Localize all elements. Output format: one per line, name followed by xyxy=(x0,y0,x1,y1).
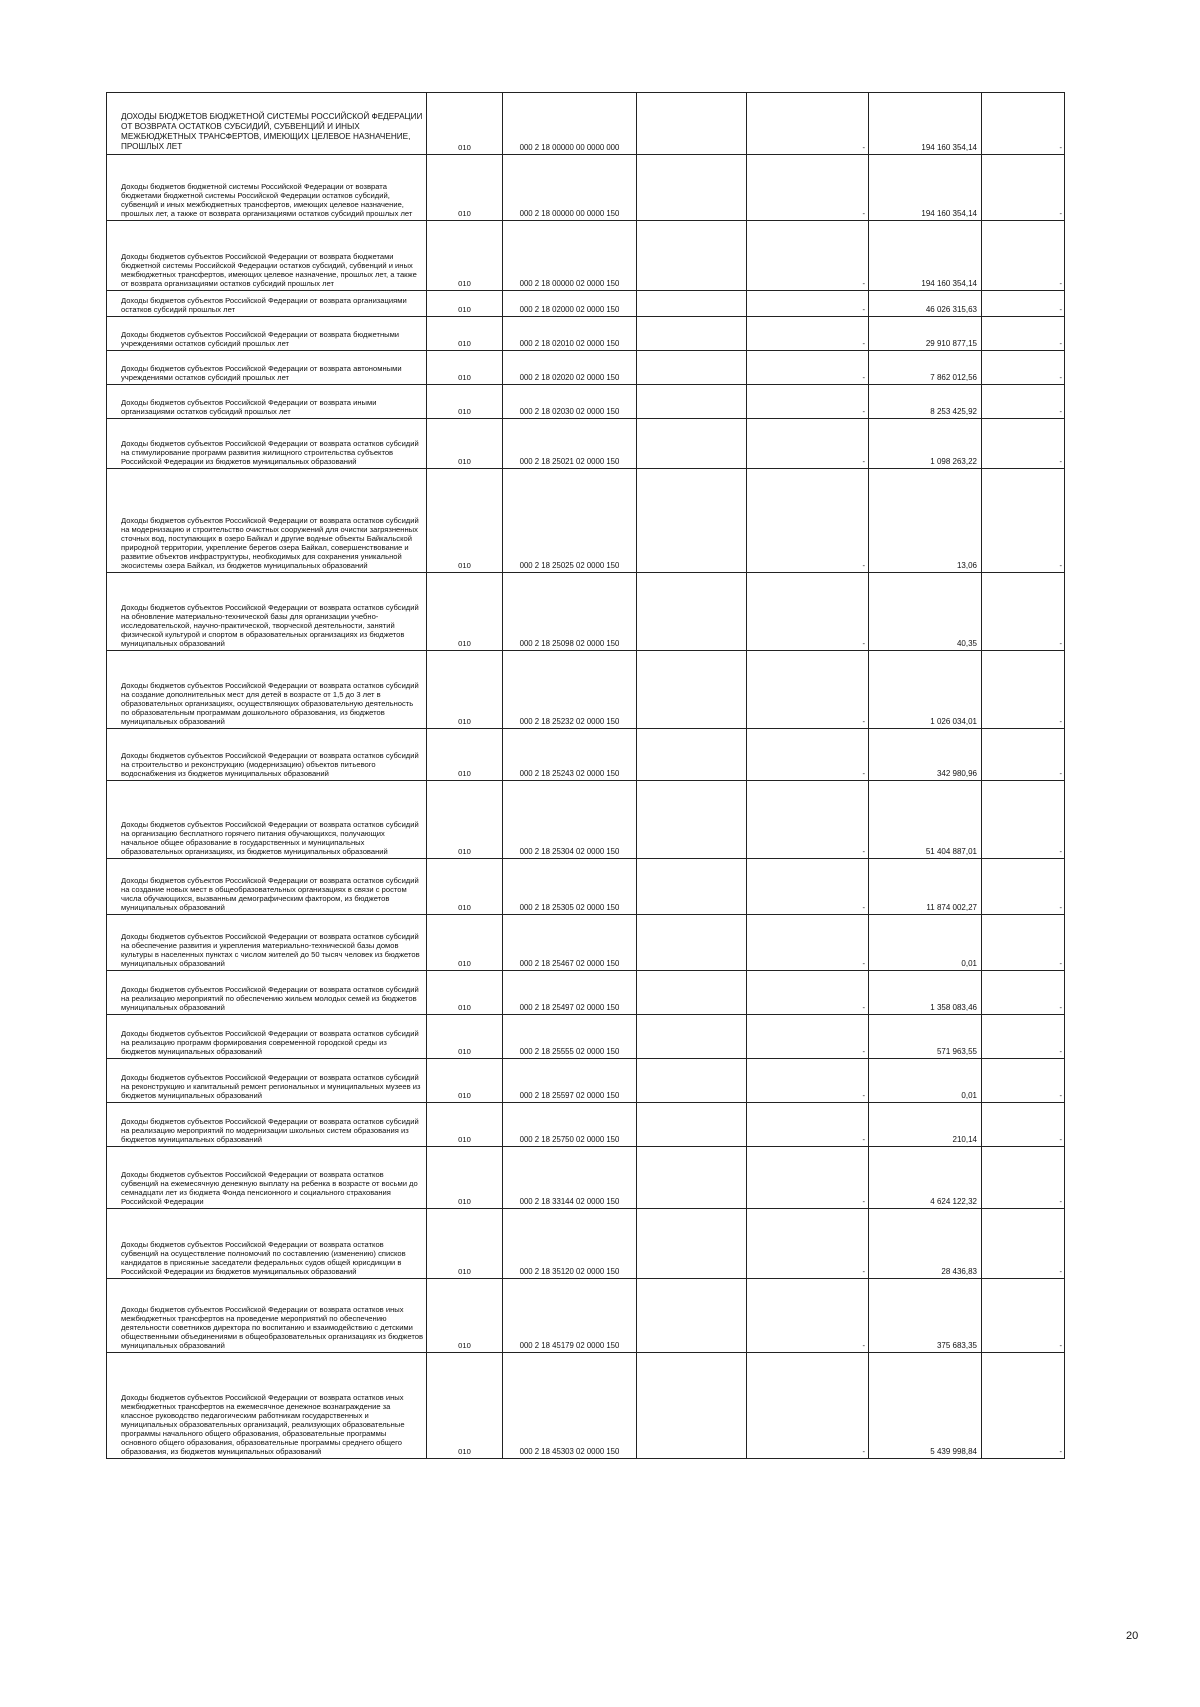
row-name: Доходы бюджетов субъектов Российской Федерации от возврата остатков субвенций на ежемесячную денежную выплату на ребенка в возрасте от восьми до семнадцати лет из бюджета Фонда пенсионного и социального страхования Российской Федерации xyxy=(107,1147,427,1209)
table-row xyxy=(107,1015,1065,1059)
row-dash: - xyxy=(747,729,869,781)
row-amount: 51 404 887,01 xyxy=(869,781,982,859)
row-amount: 1 358 083,46 xyxy=(869,971,982,1015)
row-budget-code: 000 2 18 25497 02 0000 150 xyxy=(503,971,637,1015)
row-budget-code: 000 2 18 25597 02 0000 150 xyxy=(503,1059,637,1103)
row-dash: - xyxy=(747,317,869,351)
row-name: Доходы бюджетов субъектов Российской Федерации от возврата организациями остатков субсидий прошлых лет xyxy=(107,291,427,317)
row-last-dash: - xyxy=(982,1103,1065,1147)
row-amount: 375 683,35 xyxy=(869,1279,982,1353)
row-last-dash: - xyxy=(982,1015,1065,1059)
row-budget-code: 000 2 18 35120 02 0000 150 xyxy=(503,1209,637,1279)
revenue-table xyxy=(106,92,1065,1459)
row-name: Доходы бюджетов субъектов Российской Федерации от возврата остатков субсидий на создание дополнительных мест для детей в возрасте от 1,5 до 3 лет в образовательных организациях, осуществляющих образовательную деятельность по образовательным программам дошкольного образования, из бюджетов муниципальных образований xyxy=(107,651,427,729)
table-body xyxy=(107,93,1065,1459)
row-line-code: 010 xyxy=(427,1059,503,1103)
row-empty-cell xyxy=(637,651,747,729)
row-dash: - xyxy=(747,351,869,385)
row-name: Доходы бюджетов субъектов Российской Федерации от возврата остатков субсидий на организацию бесплатного горячего питания обучающихся, получающих начальное общее образование в государственных и муниципальных образовательных организациях, из бюджетов муниципальных образований xyxy=(107,781,427,859)
row-amount: 194 160 354,14 xyxy=(869,155,982,221)
row-empty-cell xyxy=(637,385,747,419)
table-row xyxy=(107,859,1065,915)
row-empty-cell xyxy=(637,469,747,573)
table-row xyxy=(107,419,1065,469)
row-last-dash: - xyxy=(982,93,1065,155)
row-name: Доходы бюджетов субъектов Российской Федерации от возврата остатков субсидий на обновление материально-технической базы для организации учебно-исследовательской, научно-практической, творческой деятельности, занятий физической культурой и спортом в образовательных организациях из бюджетов муниципальных образований xyxy=(107,573,427,651)
row-empty-cell xyxy=(637,573,747,651)
row-amount: 210,14 xyxy=(869,1103,982,1147)
row-empty-cell xyxy=(637,971,747,1015)
row-name: Доходы бюджетов субъектов Российской Федерации от возврата остатков субсидий на строительство и реконструкцию (модернизацию) объектов питьевого водоснабжения из бюджетов муниципальных образований xyxy=(107,729,427,781)
row-dash: - xyxy=(747,1279,869,1353)
row-last-dash: - xyxy=(982,221,1065,291)
row-amount: 29 910 877,15 xyxy=(869,317,982,351)
row-dash: - xyxy=(747,1059,869,1103)
row-last-dash: - xyxy=(982,351,1065,385)
row-empty-cell xyxy=(637,317,747,351)
row-dash: - xyxy=(747,469,869,573)
row-budget-code: 000 2 18 45179 02 0000 150 xyxy=(503,1279,637,1353)
row-name: Доходы бюджетов субъектов Российской Федерации от возврата бюджетными учреждениями остатков субсидий прошлых лет xyxy=(107,317,427,351)
table-row xyxy=(107,155,1065,221)
row-amount: 0,01 xyxy=(869,915,982,971)
row-line-code: 010 xyxy=(427,419,503,469)
table-row xyxy=(107,573,1065,651)
row-budget-code: 000 2 18 25232 02 0000 150 xyxy=(503,651,637,729)
row-line-code: 010 xyxy=(427,317,503,351)
row-dash: - xyxy=(747,1353,869,1459)
row-empty-cell xyxy=(637,93,747,155)
row-dash: - xyxy=(747,291,869,317)
row-dash: - xyxy=(747,221,869,291)
table-row xyxy=(107,1353,1065,1459)
row-amount: 46 026 315,63 xyxy=(869,291,982,317)
row-budget-code: 000 2 18 25243 02 0000 150 xyxy=(503,729,637,781)
row-last-dash: - xyxy=(982,291,1065,317)
row-dash: - xyxy=(747,385,869,419)
table-row xyxy=(107,93,1065,155)
row-name: Доходы бюджетов субъектов Российской Федерации от возврата автономными учреждениями остатков субсидий прошлых лет xyxy=(107,351,427,385)
row-last-dash: - xyxy=(982,419,1065,469)
row-line-code: 010 xyxy=(427,155,503,221)
row-budget-code: 000 2 18 02030 02 0000 150 xyxy=(503,385,637,419)
row-budget-code: 000 2 18 02000 02 0000 150 xyxy=(503,291,637,317)
row-budget-code: 000 2 18 45303 02 0000 150 xyxy=(503,1353,637,1459)
row-amount: 1 098 263,22 xyxy=(869,419,982,469)
row-last-dash: - xyxy=(982,385,1065,419)
row-last-dash: - xyxy=(982,1279,1065,1353)
row-empty-cell xyxy=(637,1279,747,1353)
row-last-dash: - xyxy=(982,573,1065,651)
row-amount: 4 624 122,32 xyxy=(869,1147,982,1209)
row-amount: 194 160 354,14 xyxy=(869,221,982,291)
row-amount: 11 874 002,27 xyxy=(869,859,982,915)
row-budget-code: 000 2 18 25304 02 0000 150 xyxy=(503,781,637,859)
row-empty-cell xyxy=(637,221,747,291)
row-line-code: 010 xyxy=(427,351,503,385)
table-row xyxy=(107,729,1065,781)
row-amount: 0,01 xyxy=(869,1059,982,1103)
row-line-code: 010 xyxy=(427,469,503,573)
table-row xyxy=(107,469,1065,573)
row-dash: - xyxy=(747,1103,869,1147)
row-name: Доходы бюджетов субъектов Российской Федерации от возврата остатков иных межбюджетных трансфертов на проведение мероприятий по обеспечению деятельности советников директора по воспитанию и взаимодействию с детскими общественными объединениями в общеобразовательных организациях из бюджетов муниципальных образований xyxy=(107,1279,427,1353)
row-budget-code: 000 2 18 00000 02 0000 150 xyxy=(503,221,637,291)
row-line-code: 010 xyxy=(427,1103,503,1147)
row-line-code: 010 xyxy=(427,1147,503,1209)
row-dash: - xyxy=(747,573,869,651)
row-line-code: 010 xyxy=(427,915,503,971)
table-row xyxy=(107,291,1065,317)
row-name: Доходы бюджетов субъектов Российской Федерации от возврата бюджетами бюджетной системы Российской Федерации остатков субсидий, субвенций и иных межбюджетных трансфертов, имеющих целевое назначение, прошлых лет, а также от возврата организациями остатков субсидий прошлых лет xyxy=(107,221,427,291)
row-amount: 8 253 425,92 xyxy=(869,385,982,419)
row-empty-cell xyxy=(637,859,747,915)
row-last-dash: - xyxy=(982,469,1065,573)
row-name: Доходы бюджетов субъектов Российской Федерации от возврата остатков иных межбюджетных трансфертов на ежемесячное денежное вознаграждение за классное руководство педагогическим работникам государственных и муниципальных образовательных организаций, реализующих образовательные программы начального общего образования, образовательные программы основного общего образования, образовательные программы среднего общего образования, из бюджетов муниципальных образований xyxy=(107,1353,427,1459)
row-empty-cell xyxy=(637,291,747,317)
row-empty-cell xyxy=(637,781,747,859)
row-budget-code: 000 2 18 00000 00 0000 150 xyxy=(503,155,637,221)
row-name: Доходы бюджетов субъектов Российской Федерации от возврата остатков субсидий на стимулирование программ развития жилищного строительства субъектов Российской Федерации из бюджетов муниципальных образований xyxy=(107,419,427,469)
row-line-code: 010 xyxy=(427,1353,503,1459)
table-row xyxy=(107,915,1065,971)
row-amount: 7 862 012,56 xyxy=(869,351,982,385)
row-name: Доходы бюджетов субъектов Российской Федерации от возврата остатков субсидий на обеспечение развития и укрепления материально-технической базы домов культуры в населенных пунктах с числом жителей до 50 тысяч человек из бюджетов муниципальных образований xyxy=(107,915,427,971)
row-name: ДОХОДЫ БЮДЖЕТОВ БЮДЖЕТНОЙ СИСТЕМЫ РОССИЙСКОЙ ФЕДЕРАЦИИ ОТ ВОЗВРАТА ОСТАТКОВ СУБСИДИЙ, СУБВЕНЦИЙ И ИНЫХ МЕЖБЮДЖЕТНЫХ ТРАНСФЕРТОВ, ИМЕЮЩИХ ЦЕЛЕВОЕ НАЗНАЧЕНИЕ, ПРОШЛЫХ ЛЕТ xyxy=(107,93,427,155)
row-line-code: 010 xyxy=(427,1279,503,1353)
row-line-code: 010 xyxy=(427,1209,503,1279)
row-name: Доходы бюджетов субъектов Российской Федерации от возврата остатков субсидий на реализацию программ формирования современной городской среды из бюджетов муниципальных образований xyxy=(107,1015,427,1059)
row-budget-code: 000 2 18 02010 02 0000 150 xyxy=(503,317,637,351)
table-row xyxy=(107,1209,1065,1279)
row-empty-cell xyxy=(637,1103,747,1147)
row-budget-code: 000 2 18 25750 02 0000 150 xyxy=(503,1103,637,1147)
row-empty-cell xyxy=(637,155,747,221)
table-row xyxy=(107,971,1065,1015)
row-amount: 5 439 998,84 xyxy=(869,1353,982,1459)
row-empty-cell xyxy=(637,729,747,781)
row-dash: - xyxy=(747,859,869,915)
table-row xyxy=(107,1147,1065,1209)
row-last-dash: - xyxy=(982,1353,1065,1459)
row-last-dash: - xyxy=(982,781,1065,859)
row-empty-cell xyxy=(637,351,747,385)
row-last-dash: - xyxy=(982,1209,1065,1279)
row-dash: - xyxy=(747,651,869,729)
page-number: 20 xyxy=(1126,1630,1139,1642)
row-budget-code: 000 2 18 25467 02 0000 150 xyxy=(503,915,637,971)
table-row xyxy=(107,781,1065,859)
row-amount: 1 026 034,01 xyxy=(869,651,982,729)
row-amount: 194 160 354,14 xyxy=(869,93,982,155)
row-budget-code: 000 2 18 00000 00 0000 000 xyxy=(503,93,637,155)
row-dash: - xyxy=(747,93,869,155)
row-amount: 40,35 xyxy=(869,573,982,651)
row-empty-cell xyxy=(637,915,747,971)
row-line-code: 010 xyxy=(427,385,503,419)
row-name: Доходы бюджетов субъектов Российской Федерации от возврата остатков субсидий на реализацию мероприятий по обеспечению жильем молодых семей из бюджетов муниципальных образований xyxy=(107,971,427,1015)
row-last-dash: - xyxy=(982,651,1065,729)
row-empty-cell xyxy=(637,1015,747,1059)
row-budget-code: 000 2 18 25025 02 0000 150 xyxy=(503,469,637,573)
row-dash: - xyxy=(747,781,869,859)
row-line-code: 010 xyxy=(427,651,503,729)
row-line-code: 010 xyxy=(427,781,503,859)
row-name: Доходы бюджетов субъектов Российской Федерации от возврата остатков субсидий на реализацию мероприятий по модернизации школьных систем образования из бюджетов муниципальных образований xyxy=(107,1103,427,1147)
row-budget-code: 000 2 18 25098 02 0000 150 xyxy=(503,573,637,651)
row-amount: 13,06 xyxy=(869,469,982,573)
row-dash: - xyxy=(747,419,869,469)
row-dash: - xyxy=(747,915,869,971)
row-budget-code: 000 2 18 25305 02 0000 150 xyxy=(503,859,637,915)
row-last-dash: - xyxy=(982,915,1065,971)
row-last-dash: - xyxy=(982,317,1065,351)
table-row xyxy=(107,1059,1065,1103)
row-amount: 571 963,55 xyxy=(869,1015,982,1059)
row-name: Доходы бюджетов бюджетной системы Российской Федерации от возврата бюджетами бюджетной системы Российской Федерации остатков субсидий, субвенций и иных межбюджетных трансфертов, имеющих целевое назначение, прошлых лет, а также от возврата организациями остатков субсидий прошлых лет xyxy=(107,155,427,221)
row-last-dash: - xyxy=(982,729,1065,781)
row-line-code: 010 xyxy=(427,291,503,317)
table-row xyxy=(107,351,1065,385)
row-line-code: 010 xyxy=(427,93,503,155)
row-budget-code: 000 2 18 25021 02 0000 150 xyxy=(503,419,637,469)
row-budget-code: 000 2 18 33144 02 0000 150 xyxy=(503,1147,637,1209)
table-row xyxy=(107,1279,1065,1353)
row-empty-cell xyxy=(637,1147,747,1209)
row-budget-code: 000 2 18 02020 02 0000 150 xyxy=(503,351,637,385)
table-row xyxy=(107,221,1065,291)
row-line-code: 010 xyxy=(427,573,503,651)
row-name: Доходы бюджетов субъектов Российской Федерации от возврата остатков субсидий на модернизацию и строительство очистных сооружений для очистки загрязненных сточных вод, поступающих в озеро Байкал и другие водные объекты Байкальской природной территории, укрепление берегов озера Байкал, совершенствование и развитие объектов инфраструктуры, необходимых для сохранения уникальной экосистемы озера Байкал, из бюджетов муниципальных образований xyxy=(107,469,427,573)
row-name: Доходы бюджетов субъектов Российской Федерации от возврата иными организациями остатков субсидий прошлых лет xyxy=(107,385,427,419)
row-dash: - xyxy=(747,155,869,221)
row-empty-cell xyxy=(637,1209,747,1279)
row-last-dash: - xyxy=(982,971,1065,1015)
row-dash: - xyxy=(747,1147,869,1209)
row-line-code: 010 xyxy=(427,729,503,781)
row-dash: - xyxy=(747,971,869,1015)
row-empty-cell xyxy=(637,1059,747,1103)
row-name: Доходы бюджетов субъектов Российской Федерации от возврата остатков субсидий на создание новых мест в общеобразовательных организациях в связи с ростом числа обучающихся, вызванным демографическим фактором, из бюджетов муниципальных образований xyxy=(107,859,427,915)
row-name: Доходы бюджетов субъектов Российской Федерации от возврата остатков субвенций на осуществление полномочий по составлению (изменению) списков кандидатов в присяжные заседатели федеральных судов общей юрисдикции в Российской Федерации из бюджетов муниципальных образований xyxy=(107,1209,427,1279)
row-empty-cell xyxy=(637,1353,747,1459)
row-line-code: 010 xyxy=(427,859,503,915)
row-dash: - xyxy=(747,1209,869,1279)
table-row xyxy=(107,651,1065,729)
table-row xyxy=(107,1103,1065,1147)
row-line-code: 010 xyxy=(427,1015,503,1059)
row-name: Доходы бюджетов субъектов Российской Федерации от возврата остатков субсидий на реконструкцию и капитальный ремонт региональных и муниципальных музеев из бюджетов муниципальных образований xyxy=(107,1059,427,1103)
row-dash: - xyxy=(747,1015,869,1059)
row-empty-cell xyxy=(637,419,747,469)
row-last-dash: - xyxy=(982,1059,1065,1103)
table-row xyxy=(107,385,1065,419)
row-budget-code: 000 2 18 25555 02 0000 150 xyxy=(503,1015,637,1059)
row-last-dash: - xyxy=(982,155,1065,221)
row-amount: 28 436,83 xyxy=(869,1209,982,1279)
row-line-code: 010 xyxy=(427,971,503,1015)
table-row xyxy=(107,317,1065,351)
row-last-dash: - xyxy=(982,859,1065,915)
row-line-code: 010 xyxy=(427,221,503,291)
row-last-dash: - xyxy=(982,1147,1065,1209)
row-amount: 342 980,96 xyxy=(869,729,982,781)
